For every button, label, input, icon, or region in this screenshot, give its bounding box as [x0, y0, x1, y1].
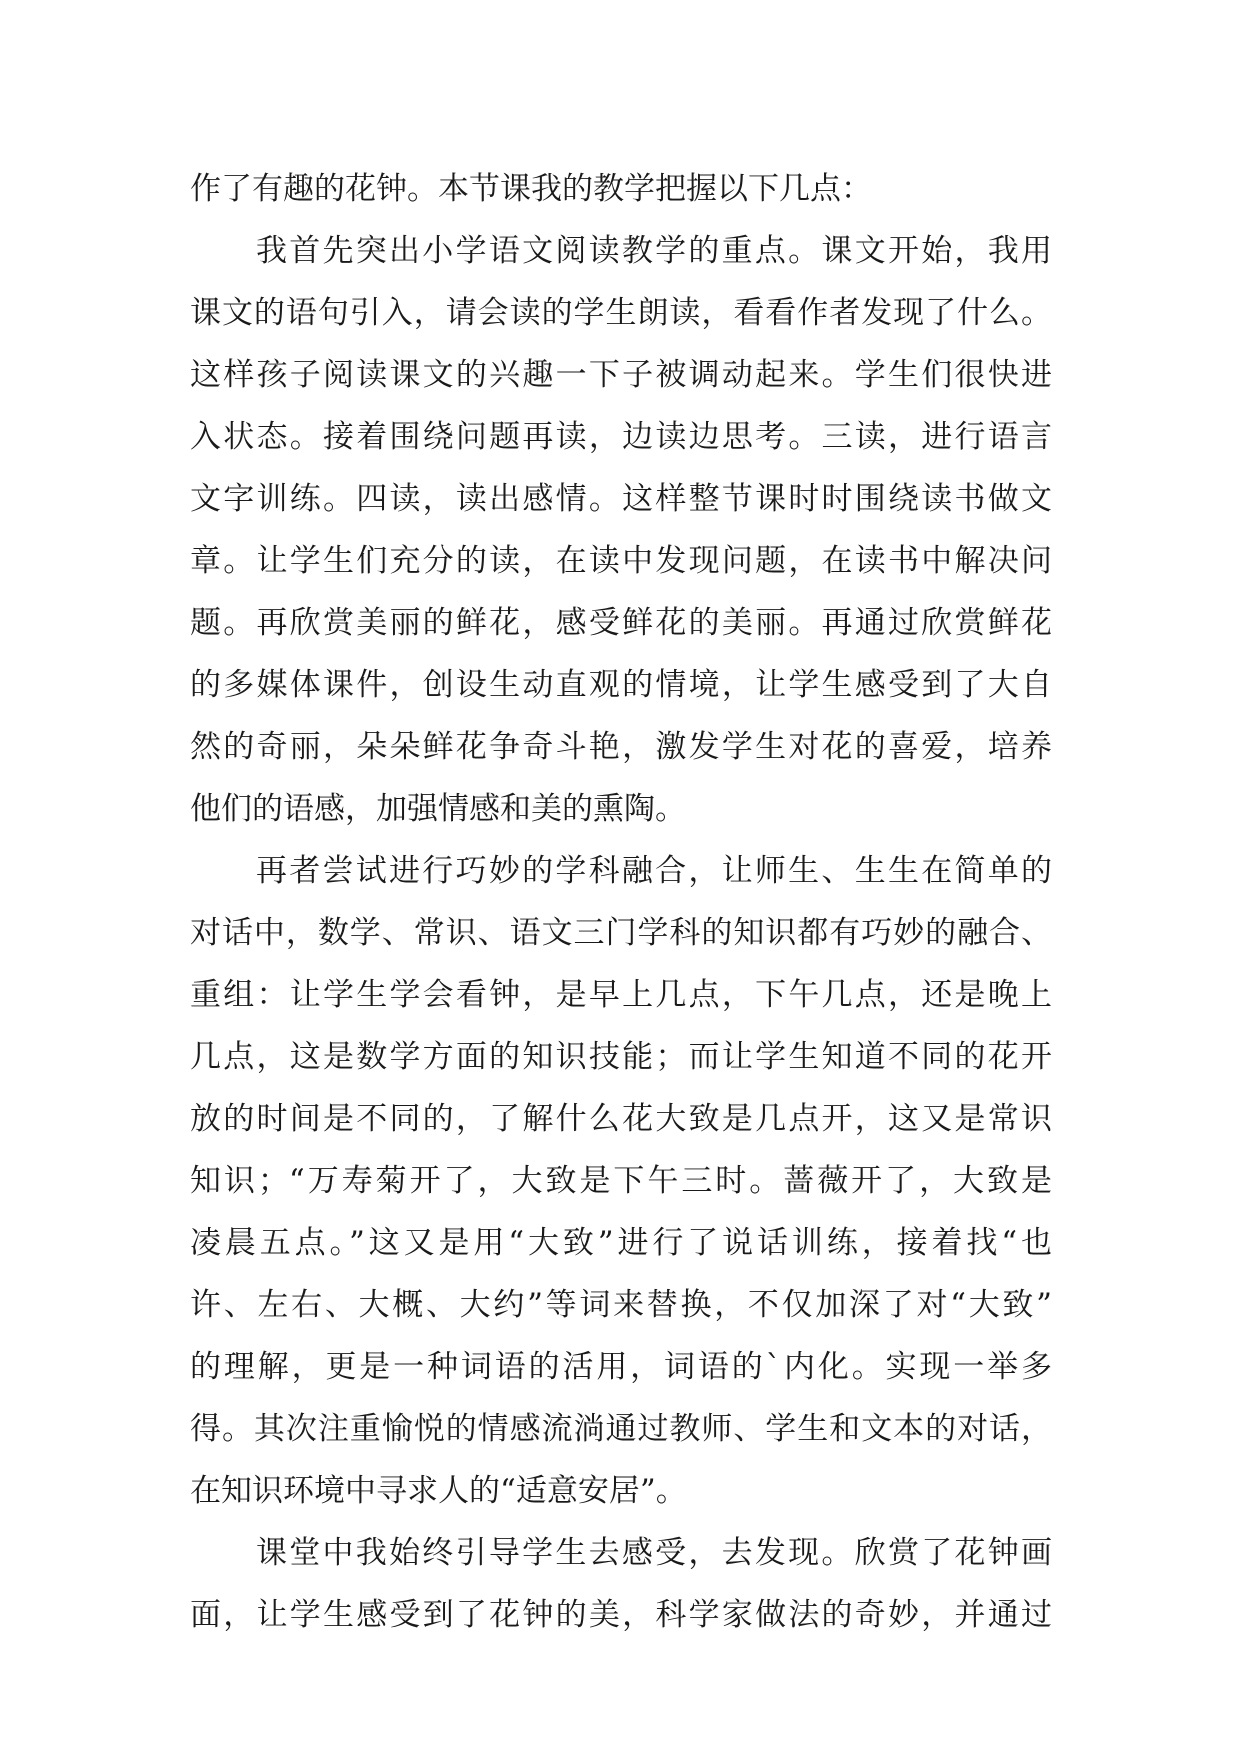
text-line: 然的奇丽，朵朵鲜花争奇斗艳，激发学生对花的喜爱，培养 — [190, 729, 1052, 765]
text-line: 重组：让学生学会看钟，是早上几点，下午几点，还是晚上 — [190, 977, 1052, 1013]
text-line: 对话中，数学、常识、语文三门学科的知识都有巧妙的融合、 — [190, 915, 1052, 951]
text-line: 他们的语感，加强情感和美的熏陶。 — [190, 791, 686, 827]
text-line: 题。再欣赏美丽的鲜花，感受鲜花的美丽。再通过欣赏鲜花 — [190, 605, 1052, 641]
text-line: 课堂中我始终引导学生去感受，去发现。欣赏了花钟画 — [256, 1535, 1052, 1571]
text-line: 我首先突出小学语文阅读教学的重点。课文开始，我用 — [256, 233, 1052, 269]
text-line: 凌晨五点。”这又是用“大致”进行了说话训练，接着找“也 — [190, 1225, 1052, 1261]
text-line: 文字训练。四读，读出感情。这样整节课时时围绕读书做文 — [190, 481, 1052, 517]
text-line: 课文的语句引入，请会读的学生朗读，看看作者发现了什么。 — [190, 295, 1052, 331]
text-line: 章。让学生们充分的读，在读中发现问题，在读书中解决问 — [190, 543, 1052, 579]
text-line: 放的时间是不同的，了解什么花大致是几点开，这又是常识 — [190, 1101, 1052, 1137]
text-line: 许、左右、大概、大约”等词来替换，不仅加深了对“大致” — [190, 1287, 1052, 1323]
text-line: 面，让学生感受到了花钟的美，科学家做法的奇妙，并通过 — [190, 1597, 1052, 1633]
text-line: 入状态。接着围绕问题再读，边读边思考。三读，进行语言 — [190, 419, 1052, 455]
text-line: 知识；“万寿菊开了，大致是下午三时。蔷薇开了，大致是 — [190, 1163, 1052, 1199]
text-line: 得。其次注重愉悦的情感流淌通过教师、学生和文本的对话， — [190, 1411, 1052, 1447]
text-line: 几点，这是数学方面的知识技能；而让学生知道不同的花开 — [190, 1039, 1052, 1075]
text-line: 在知识环境中寻求人的“适意安居”。 — [190, 1473, 687, 1509]
document-body — [190, 158, 1052, 1646]
text-line: 这样孩子阅读课文的兴趣一下子被调动起来。学生们很快进 — [190, 357, 1052, 393]
text-line: 再者尝试进行巧妙的学科融合，让师生、生生在简单的 — [256, 853, 1052, 889]
text-line: 的理解，更是一种词语的活用，词语的`内化。实现一举多 — [190, 1349, 1052, 1385]
text-line: 的多媒体课件，创设生动直观的情境，让学生感受到了大自 — [190, 667, 1052, 703]
text-line: 作了有趣的花钟。本节课我的教学把握以下几点： — [190, 171, 872, 207]
